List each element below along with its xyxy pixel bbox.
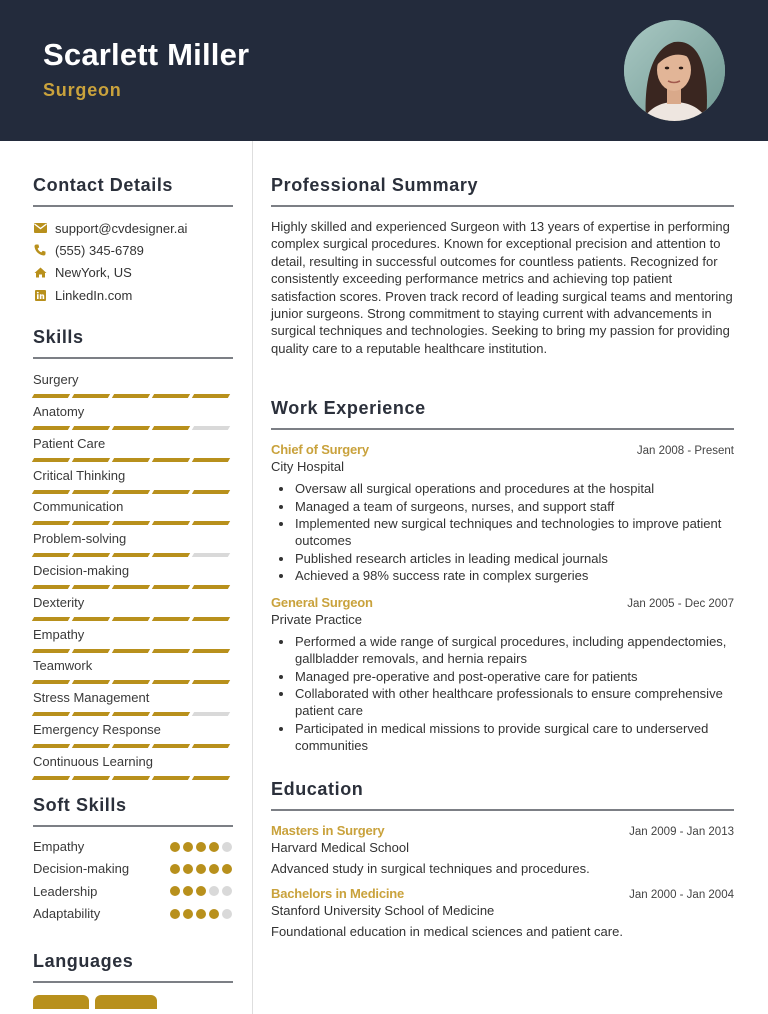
skill-level-bar bbox=[32, 744, 70, 748]
skill-level-bar bbox=[72, 490, 110, 494]
candidate-role: Surgeon bbox=[43, 80, 122, 100]
skill-level-bar bbox=[32, 553, 70, 557]
skill-level-bar bbox=[192, 617, 230, 621]
soft-skill-rating bbox=[170, 842, 233, 852]
skill-level-bar bbox=[192, 585, 230, 589]
skill-level-bar bbox=[72, 426, 110, 430]
candidate-name: Scarlett Miller bbox=[43, 37, 250, 72]
contact-location bbox=[33, 262, 233, 284]
section-divider bbox=[271, 809, 734, 811]
job-entry bbox=[271, 595, 734, 755]
rating-dot bbox=[170, 886, 180, 896]
contact-email-text: support@cvdesigner.ai bbox=[55, 220, 188, 236]
skill-level-bar bbox=[72, 712, 110, 716]
education-entry bbox=[271, 886, 734, 940]
skill-level-bar bbox=[32, 426, 70, 430]
skill-level-bar bbox=[152, 649, 190, 653]
skill-level-bar bbox=[32, 490, 70, 494]
skill-level-bar bbox=[152, 585, 190, 589]
section-title: Contact Details bbox=[33, 175, 174, 195]
skill-level-bar bbox=[192, 680, 230, 684]
section-divider bbox=[271, 205, 734, 207]
job-entry bbox=[271, 442, 734, 584]
contact-phone-text: (555) 345-6789 bbox=[55, 242, 144, 258]
skill-level-bar bbox=[112, 521, 150, 525]
soft-skill-name: Empathy bbox=[33, 839, 85, 855]
rating-dot bbox=[209, 842, 219, 852]
skill-rating bbox=[33, 394, 233, 398]
rating-dot bbox=[196, 909, 206, 919]
skill-level-bar bbox=[192, 776, 230, 780]
skill-level-bar bbox=[192, 744, 230, 748]
skill-item bbox=[33, 530, 233, 562]
job-bullets bbox=[271, 480, 734, 584]
skill-level-bar bbox=[32, 776, 70, 780]
skill-level-bar bbox=[152, 458, 190, 462]
section-divider bbox=[33, 981, 233, 983]
soft-skill-item bbox=[33, 858, 233, 880]
section-title: Soft Skills bbox=[33, 794, 127, 815]
rating-dot bbox=[183, 842, 193, 852]
skill-level-bar bbox=[32, 521, 70, 525]
skill-level-bar bbox=[152, 776, 190, 780]
job-bullet: Implemented new surgical techniques and technologies to improve patient outcomes bbox=[295, 515, 734, 550]
skill-level-bar bbox=[72, 585, 110, 589]
language-pill bbox=[95, 995, 157, 1009]
skill-rating bbox=[33, 744, 233, 748]
skill-name: Empathy bbox=[33, 626, 85, 642]
section-title: Languages bbox=[33, 950, 134, 971]
skill-level-bar bbox=[72, 553, 110, 557]
profile-photo-icon bbox=[624, 20, 725, 121]
skill-rating bbox=[33, 649, 233, 653]
contact-section bbox=[33, 175, 233, 306]
rating-dot bbox=[170, 842, 180, 852]
skill-level-bar bbox=[112, 394, 150, 398]
skill-name: Patient Care bbox=[33, 435, 106, 451]
rating-dot bbox=[222, 909, 232, 919]
job-bullet: Achieved a 98% success rate in complex surgeries bbox=[295, 567, 734, 584]
experience-section bbox=[271, 398, 734, 754]
right-column bbox=[271, 141, 734, 940]
education-description: Advanced study in surgical techniques and procedures. bbox=[271, 860, 590, 876]
skill-level-bar bbox=[192, 712, 230, 716]
skill-rating bbox=[33, 521, 233, 525]
skill-name: Continuous Learning bbox=[33, 753, 153, 769]
education-description: Foundational education in medical sciences and patient care. bbox=[271, 923, 623, 939]
section-title: Education bbox=[271, 778, 364, 799]
soft-skill-rating bbox=[170, 909, 233, 919]
skill-rating bbox=[33, 776, 233, 780]
skill-item bbox=[33, 657, 233, 689]
skill-level-bar bbox=[32, 680, 70, 684]
skill-level-bar bbox=[112, 776, 150, 780]
skill-rating bbox=[33, 585, 233, 589]
skill-name: Anatomy bbox=[33, 403, 85, 419]
skill-level-bar bbox=[152, 712, 190, 716]
skill-rating bbox=[33, 553, 233, 557]
section-divider bbox=[33, 357, 233, 359]
skill-level-bar bbox=[112, 490, 150, 494]
skill-level-bar bbox=[72, 394, 110, 398]
skill-rating bbox=[33, 617, 233, 621]
skill-name: Teamwork bbox=[33, 658, 93, 674]
soft-skill-name: Leadership bbox=[33, 883, 98, 899]
soft-skill-item bbox=[33, 902, 233, 924]
skill-item bbox=[33, 689, 233, 721]
section-title: Professional Summary bbox=[271, 175, 479, 195]
job-date: Jan 2008 - Present bbox=[636, 445, 734, 458]
school-name: Stanford University School of Medicine bbox=[271, 902, 495, 918]
skill-level-bar bbox=[192, 553, 230, 557]
skill-item bbox=[33, 403, 233, 435]
job-bullet: Managed a team of surgeons, nurses, and support staff bbox=[295, 498, 734, 515]
rating-dot bbox=[183, 886, 193, 896]
skill-level-bar bbox=[152, 617, 190, 621]
skill-level-bar bbox=[192, 426, 230, 430]
skill-level-bar bbox=[192, 458, 230, 462]
skill-level-bar bbox=[32, 458, 70, 462]
skill-level-bar bbox=[32, 649, 70, 653]
rating-dot bbox=[222, 842, 232, 852]
language-list bbox=[33, 995, 233, 1009]
rating-dot bbox=[183, 909, 193, 919]
job-title: General Surgeon bbox=[271, 594, 373, 610]
contact-phone[interactable] bbox=[33, 239, 233, 261]
section-divider bbox=[271, 428, 734, 430]
skill-level-bar bbox=[112, 649, 150, 653]
skill-level-bar bbox=[152, 394, 190, 398]
education-section bbox=[271, 779, 734, 941]
soft-skill-rating bbox=[170, 886, 233, 896]
left-column bbox=[33, 141, 233, 1009]
skill-level-bar bbox=[112, 744, 150, 748]
skill-level-bar bbox=[112, 458, 150, 462]
skill-level-bar bbox=[152, 490, 190, 494]
skill-level-bar bbox=[112, 426, 150, 430]
degree-title: Masters in Surgery bbox=[271, 822, 385, 838]
job-bullets bbox=[271, 633, 734, 755]
soft-skill-rating bbox=[170, 864, 233, 874]
rating-dot bbox=[170, 864, 180, 874]
skill-level-bar bbox=[192, 649, 230, 653]
job-bullet: Performed a wide range of surgical procedures, including appendectomies, gallbladder removals, and hernia repairs bbox=[295, 633, 734, 668]
skill-item bbox=[33, 594, 233, 626]
linkedin-icon bbox=[33, 288, 47, 302]
soft-skill-name: Decision-making bbox=[33, 861, 130, 877]
skill-level-bar bbox=[152, 553, 190, 557]
job-bullet: Collaborated with other healthcare professionals to ensure comprehensive patient care bbox=[295, 685, 734, 720]
skill-name: Decision-making bbox=[33, 562, 130, 578]
rating-dot bbox=[196, 886, 206, 896]
skill-name: Problem-solving bbox=[33, 531, 127, 547]
skill-level-bar bbox=[112, 553, 150, 557]
skill-rating bbox=[33, 426, 233, 430]
contact-linkedin[interactable] bbox=[33, 284, 233, 306]
skill-level-bar bbox=[192, 490, 230, 494]
skill-level-bar bbox=[112, 617, 150, 621]
job-organization: City Hospital bbox=[271, 459, 344, 475]
language-pill bbox=[33, 995, 89, 1009]
skill-item bbox=[33, 467, 233, 499]
rating-dot bbox=[196, 864, 206, 874]
skill-level-bar bbox=[72, 521, 110, 525]
skill-name: Communication bbox=[33, 499, 124, 515]
skill-item bbox=[33, 498, 233, 530]
degree-title: Bachelors in Medicine bbox=[271, 885, 405, 901]
skill-level-bar bbox=[192, 394, 230, 398]
rating-dot bbox=[209, 886, 219, 896]
phone-icon bbox=[33, 243, 47, 257]
resume-header bbox=[0, 0, 768, 141]
skill-level-bar bbox=[72, 680, 110, 684]
job-bullet: Published research articles in leading medical journals bbox=[295, 550, 734, 567]
skill-name: Stress Management bbox=[33, 690, 150, 706]
education-date: Jan 2000 - Jan 2004 bbox=[629, 888, 734, 901]
skills-section bbox=[33, 327, 233, 784]
skill-rating bbox=[33, 490, 233, 494]
skill-level-bar bbox=[152, 744, 190, 748]
education-entry bbox=[271, 823, 734, 877]
summary-text: Highly skilled and experienced Surgeon with 13 years of expertise in performing complex surgical procedures. Known for exceptional precision and attention to detail, resulting in successful outcomes for countless patients. Recognized for consistently exceeding performance metrics and achieving top patient satisfaction scores. Proven track record of leading surgical teams and mentoring junior surgeons. Strong commitment to staying current with advancements in surgical techniques and technologies. Seeking to bring my passion for providing quality care to a reputable healthcare institution. bbox=[271, 219, 733, 356]
section-divider bbox=[33, 825, 233, 827]
job-date: Jan 2005 - Dec 2007 bbox=[627, 597, 734, 610]
rating-dot bbox=[170, 909, 180, 919]
rating-dot bbox=[209, 909, 219, 919]
skill-level-bar bbox=[152, 680, 190, 684]
summary-section bbox=[271, 175, 734, 357]
job-organization: Private Practice bbox=[271, 611, 363, 627]
skill-level-bar bbox=[32, 712, 70, 716]
skill-level-bar bbox=[112, 585, 150, 589]
skill-rating bbox=[33, 712, 233, 716]
skill-level-bar bbox=[32, 585, 70, 589]
skill-level-bar bbox=[72, 458, 110, 462]
job-title: Chief of Surgery bbox=[271, 442, 369, 458]
skill-rating bbox=[33, 680, 233, 684]
job-bullet: Managed pre-operative and post-operative care for patients bbox=[295, 668, 734, 685]
rating-dot bbox=[209, 864, 219, 874]
section-title: Skills bbox=[33, 327, 84, 348]
soft-skill-name: Adaptability bbox=[33, 906, 101, 922]
contact-email[interactable] bbox=[33, 217, 233, 239]
languages-section bbox=[33, 951, 233, 1009]
skill-level-bar bbox=[112, 680, 150, 684]
rating-dot bbox=[196, 842, 206, 852]
skill-item bbox=[33, 753, 233, 785]
section-divider bbox=[33, 205, 233, 207]
skill-item bbox=[33, 562, 233, 594]
skill-item bbox=[33, 626, 233, 658]
envelope-icon bbox=[33, 221, 47, 235]
home-icon bbox=[33, 266, 47, 280]
skill-level-bar bbox=[112, 712, 150, 716]
school-name: Harvard Medical School bbox=[271, 839, 410, 855]
job-bullet: Oversaw all surgical operations and procedures at the hospital bbox=[295, 480, 734, 497]
rating-dot bbox=[183, 864, 193, 874]
skill-level-bar bbox=[32, 394, 70, 398]
soft-skills-section bbox=[33, 795, 233, 925]
rating-dot bbox=[222, 864, 232, 874]
skill-name: Emergency Response bbox=[33, 721, 161, 737]
job-bullet: Participated in medical missions to provide surgical care to underserved communities bbox=[295, 720, 734, 755]
skill-level-bar bbox=[32, 617, 70, 621]
skill-level-bar bbox=[72, 617, 110, 621]
skill-level-bar bbox=[152, 521, 190, 525]
contact-location-text: NewYork, US bbox=[55, 265, 132, 281]
skill-level-bar bbox=[152, 426, 190, 430]
soft-skill-item bbox=[33, 836, 233, 858]
rating-dot bbox=[222, 886, 232, 896]
skill-level-bar bbox=[72, 776, 110, 780]
skill-level-bar bbox=[72, 744, 110, 748]
skill-item bbox=[33, 721, 233, 753]
soft-skill-item bbox=[33, 880, 233, 902]
section-title: Work Experience bbox=[271, 398, 426, 419]
education-date: Jan 2009 - Jan 2013 bbox=[629, 825, 734, 838]
skill-name: Dexterity bbox=[33, 594, 85, 610]
column-divider bbox=[252, 141, 253, 1014]
contact-linkedin-text: LinkedIn.com bbox=[55, 287, 133, 303]
skill-item bbox=[33, 435, 233, 467]
skill-rating bbox=[33, 458, 233, 462]
skill-level-bar bbox=[72, 649, 110, 653]
skill-name: Critical Thinking bbox=[33, 467, 126, 483]
skill-item bbox=[33, 371, 233, 403]
avatar bbox=[624, 20, 725, 121]
skill-level-bar bbox=[192, 521, 230, 525]
skill-name: Surgery bbox=[33, 372, 79, 388]
